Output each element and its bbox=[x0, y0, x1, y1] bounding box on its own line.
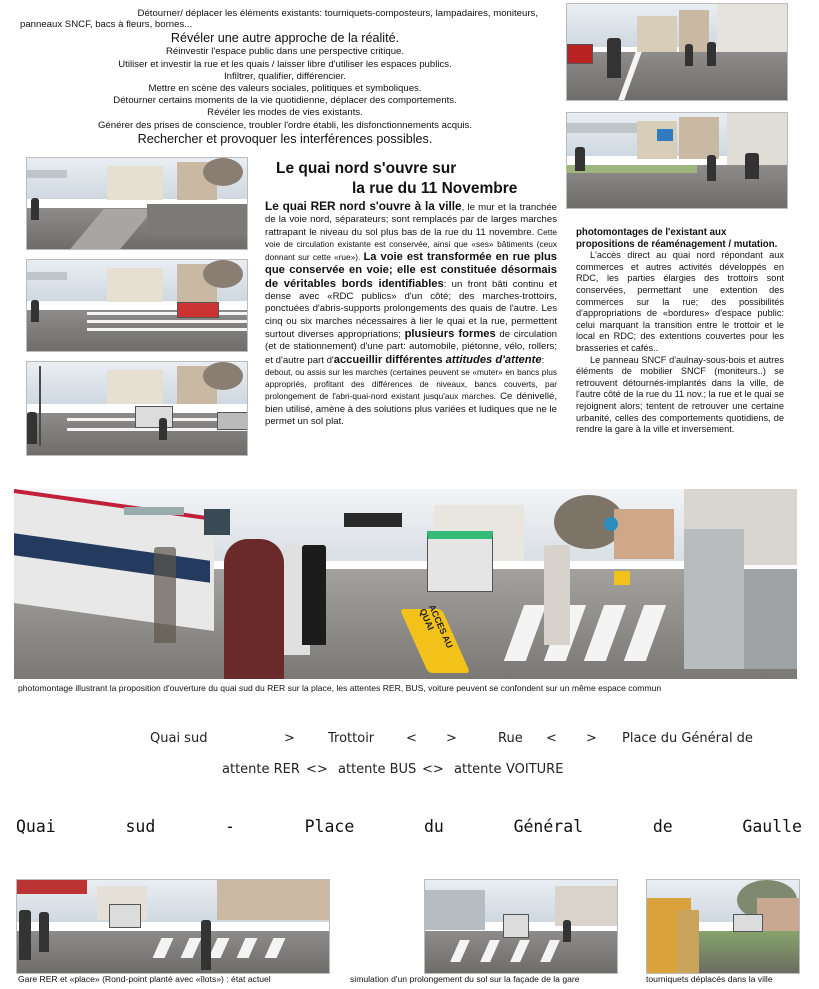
platform-photo-street bbox=[26, 361, 248, 456]
flow-item: attente BUS bbox=[338, 762, 417, 777]
caption-turnstiles: tourniquets déplacés dans la ville bbox=[646, 974, 773, 984]
paragraph: : bbox=[541, 354, 545, 366]
right-column-text bbox=[576, 227, 784, 436]
big-title-word: Place bbox=[304, 817, 355, 836]
flow-item: Quai sud bbox=[150, 731, 208, 746]
flow-item: attente RER bbox=[222, 762, 300, 777]
panorama-caption: photomontage illustrant la proposition d'ouverture du quai sud du RER sur la place, les attentes RER, BUS, voiture peuvent se confondent sur un même espace commun bbox=[18, 683, 662, 693]
title-line-2: la rue du 11 Novembre bbox=[352, 180, 518, 197]
caption-current-state: Gare RER et «place» (Rond-point planté avec «îlots») : état actuel bbox=[18, 974, 271, 984]
flow-arrow: > bbox=[284, 731, 295, 746]
manifesto-line: Infiltrer, qualifier, différencier. bbox=[224, 70, 346, 82]
photo-simulation bbox=[424, 879, 618, 974]
ground-marking-text: ACCES AU QUAI bbox=[417, 602, 455, 650]
street-photo-cyclist bbox=[566, 3, 788, 101]
section-title bbox=[276, 159, 566, 199]
flow-arrow: < bbox=[546, 731, 557, 746]
manifesto-line: Réinvestir l'espace public dans une perspective critique. bbox=[165, 46, 405, 58]
paragraph: , le mur et la tranchée de la voie nord, séparateurs; sont remplacés par de larges marches rattrapant le niveau du sol plus bas de la rue du 11 novembre. bbox=[265, 202, 557, 238]
flow-row-1 bbox=[150, 731, 753, 749]
right-heading: photomontages de l'existant aux propositions de réaménagement / mutation. bbox=[576, 227, 778, 250]
big-title-word: Quai bbox=[16, 817, 56, 836]
big-title-word: de bbox=[652, 817, 673, 836]
manifesto-line: Utiliser et investir la rue et les quais / laisser libre d'utiliser les espaces publics. bbox=[118, 58, 452, 70]
lead-text: Le quai RER nord s'ouvre à la ville bbox=[265, 199, 462, 213]
flow-row-2 bbox=[222, 762, 622, 780]
paragraph: : un front bâti continu et dense avec «RDC publics» d'un côté; des marches-trottoirs, ponctuées d'abris-supports prolongements des quais de l'autre. Les cinq ou six marches nécessaires à lier le quai et la rue, permettent surtout diverses appropriations; bbox=[265, 278, 557, 340]
big-title-word: - bbox=[224, 817, 235, 836]
bold-text: La voie est transformée en rue plus que conservée en voie; elle est constituée désormais de véritables bords identifiables bbox=[265, 251, 557, 290]
right-paragraph: L'accès direct au quai nord répondant aux commerces et autres activités développés en RDC, les parties élargies des trottoirs sont conservées, permettant une extention des commerces sur la rue; des possibilités d'appropriations de «bordures» d'espace public: celui marquant la transition entre le trottoir et le local en RDC; des extentions couvertes pour les brasseries et cafés.. bbox=[576, 250, 784, 353]
bold-italic-text: attitudes d'attente bbox=[445, 353, 542, 366]
big-title bbox=[16, 817, 802, 836]
paragraph: de circulation (et de stationnement) d'une part: automobile, piétonne, vélo, rollers; et d'autre part d' bbox=[265, 328, 557, 366]
flow-item: VOITURE bbox=[506, 762, 564, 777]
flow-arrow: > bbox=[586, 731, 597, 746]
flow-item: attente bbox=[454, 762, 502, 777]
title-line-1: Le quai nord s'ouvre sur bbox=[276, 160, 457, 177]
big-title-word: sud bbox=[125, 817, 156, 836]
paragraph-small: debout, ou assis sur les marches (certaines peuvent se «muter» en bancs plus appropriés, profitant des différences de niveaux, bancs couverts, par prolongement de l'abri-quai-nord existant jusqu'aux marches. bbox=[265, 366, 557, 402]
paragraph: Ce dénivellé, bien utilisé, amène à des solutions plus variées et ludiques que ne le permet un sol plat. bbox=[265, 391, 557, 428]
manifesto-line: Rechercher et provoquer les interférences possibles. bbox=[137, 131, 433, 146]
big-title-word: du bbox=[423, 817, 444, 836]
flow-arrow: <> bbox=[422, 762, 444, 777]
bold-text: accueillir différentes bbox=[333, 353, 446, 366]
flow-item: Rue bbox=[498, 731, 523, 746]
street-photo-montage bbox=[566, 112, 788, 209]
manifesto-line: Révéler une autre approche de la réalité. bbox=[170, 31, 400, 46]
flow-item: Trottoir bbox=[328, 731, 375, 746]
middle-column-text bbox=[265, 200, 557, 428]
flow-item: Place du Général de bbox=[622, 731, 753, 746]
photo-turnstiles bbox=[646, 879, 800, 974]
bold-text: plusieurs formes bbox=[404, 327, 496, 340]
platform-photo-existing bbox=[26, 157, 248, 250]
manifesto-line: panneaux SNCF, bacs à fleurs, bornes... bbox=[20, 19, 193, 31]
big-title-word: Général bbox=[513, 817, 584, 836]
photo-current-state bbox=[16, 879, 330, 974]
right-paragraph: Le panneau SNCF d'aulnay-sous-bois et autres éléments de mobilier SNCF (moniteurs..) se retrouvent détournés-implantés dans la ville, de l'autre côté de la rue du 11 nov.; la rue et le quai se rejoignent alors; tentent de retrouver une certaine urbanité, celles des comportements quotidiens, de rendre la gare à la ville et inversement. bbox=[576, 354, 784, 435]
manifesto-line: Générer des prises de conscience, troubler l'ordre établi, les disfonctionnements acquis. bbox=[97, 119, 473, 131]
manifesto-line: Détourner certains moments de la vie quotidienne, déplacer des comportements. bbox=[113, 95, 457, 107]
panorama-photomontage bbox=[14, 489, 797, 679]
caption-simulation: simulation d'un prolongement du sol sur la façade de la gare bbox=[350, 974, 580, 984]
flow-arrow: < bbox=[406, 731, 417, 746]
flow-arrow: > bbox=[446, 731, 457, 746]
manifesto-line: Mettre en scène des valeurs sociales, politiques et symboliques. bbox=[148, 83, 422, 95]
paragraph-small: Cette voie de circulation existante est conservée, ainsi que «ses» bâtiments (ceux donnant sur cette «rue»). bbox=[265, 226, 557, 263]
flow-arrow: <> bbox=[306, 762, 328, 777]
manifesto-line: Révéler les modes de vies existants. bbox=[207, 107, 363, 119]
platform-photo-steps bbox=[26, 259, 248, 352]
manifesto-text bbox=[20, 8, 550, 147]
big-title-word: Gaulle bbox=[742, 817, 802, 836]
manifesto-line: Détourner/ déplacer les éléments existants: tourniquets-composteurs, lampadaires, moniteurs, bbox=[137, 8, 538, 19]
